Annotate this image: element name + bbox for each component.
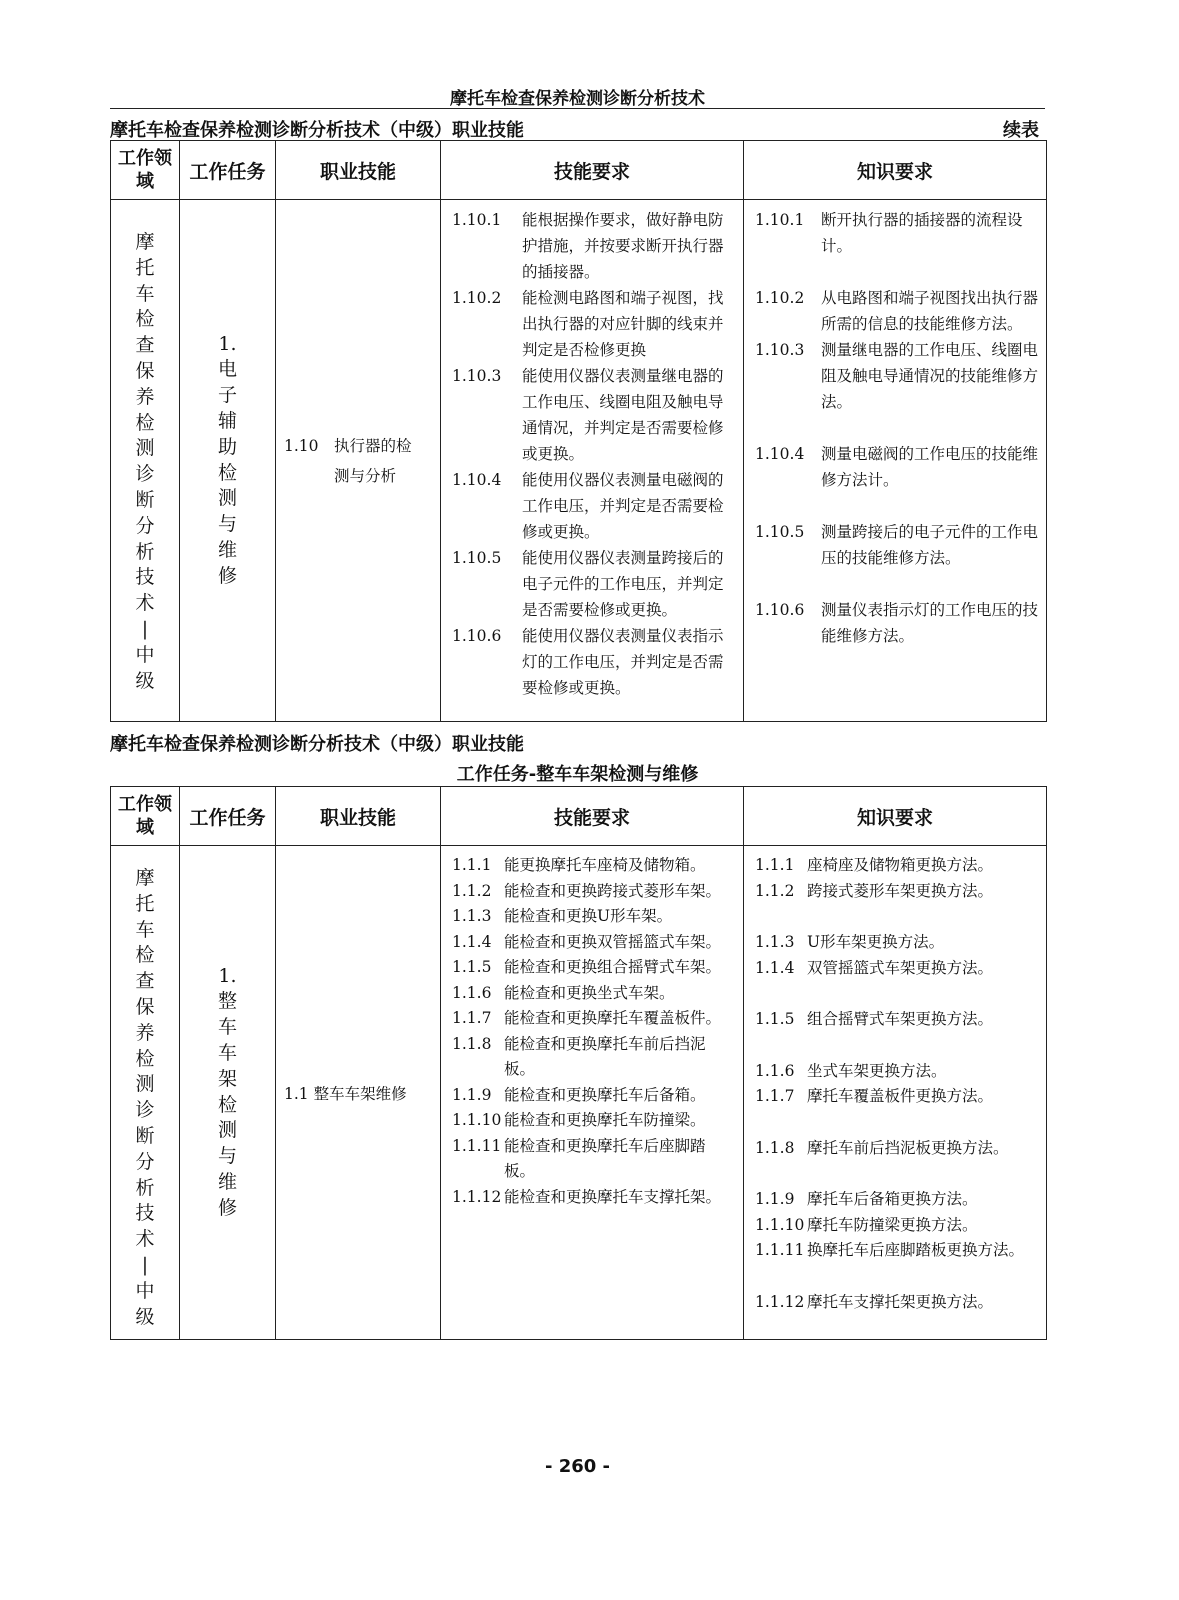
knowledge-req-item [755, 441, 1039, 493]
domain-char: 车 [135, 282, 155, 305]
task-char: 修 [217, 1196, 237, 1219]
running-header: 摩托车检查保养检测诊断分析技术 [450, 89, 705, 109]
skill-req-item [452, 930, 736, 956]
skill-req-cell [441, 846, 744, 1340]
domain-char: 级 [135, 669, 155, 692]
task-char: 检 [217, 461, 237, 484]
header-task: 工作任务 [180, 141, 276, 200]
domain-char: 托 [135, 892, 155, 915]
skills-table-2 [110, 786, 1047, 1340]
task-char: 修 [217, 564, 237, 587]
domain-char: 诊 [135, 463, 155, 486]
knowledge-req-item [755, 207, 1039, 259]
task-cell [180, 200, 276, 722]
knowledge-req-item [755, 519, 1039, 571]
skill-req-list [442, 201, 742, 705]
skill-req-item-number: 1.1.3 [452, 907, 492, 925]
knowledge-req-item [755, 879, 1039, 905]
skill-req-item-text: 能检测电路图和端子视图，找出执行器的对应针脚的线束并判定是否检修更换 [522, 289, 724, 359]
knowledge-req-item-text: 座椅座及储物箱更换方法。 [807, 856, 994, 874]
skill-req-item [452, 623, 736, 701]
domain-char: 中 [135, 643, 155, 666]
header-knowledge-req: 知识要求 [744, 141, 1047, 200]
domain-char: 摩 [135, 867, 155, 889]
knowledge-req-item-text: 测量继电器的工作电压、线圈电阻及触电导通情况的技能维修方法。 [821, 341, 1039, 411]
table2-subtitle: 工作任务-整车车架检测与维修 [456, 764, 699, 785]
table-header-row [111, 787, 1047, 846]
domain-char: 检 [135, 411, 155, 434]
skill-req-item-number: 1.10.6 [452, 627, 502, 645]
knowledge-req-item-number: 1.1.8 [755, 1138, 795, 1157]
skill-req-item [452, 904, 736, 930]
domain-char: 养 [135, 1021, 155, 1044]
table2-caption [110, 730, 1045, 756]
header-domain: 工作领域 [111, 141, 180, 200]
skill-req-item-text: 能检查和更换摩托车支撑托架。 [504, 1187, 722, 1206]
knowledge-req-item-text: 跨接式菱形车架更换方法。 [807, 881, 994, 900]
knowledge-req-item-number: 1.10.6 [755, 601, 805, 619]
task-cell [180, 846, 276, 1340]
skill-name-line2: 测与分析 [334, 466, 397, 485]
skill-req-item-text: 能检查和更换摩托车后备箱。 [504, 1085, 706, 1104]
knowledge-req-item-number: 1.1.5 [755, 1010, 795, 1028]
skill-req-item-number: 1.1.12 [452, 1187, 502, 1206]
task-char: 车 [217, 1016, 237, 1039]
knowledge-req-item-text: 摩托车覆盖板件更换方法。 [807, 1087, 994, 1105]
skill-req-item-number: 1.1.5 [452, 958, 492, 976]
table1-caption [110, 116, 1045, 142]
skill-req-item [452, 1134, 736, 1185]
domain-char: 术 [135, 592, 155, 615]
header-skill: 职业技能 [276, 141, 441, 200]
knowledge-req-item [755, 1238, 1039, 1264]
domain-char: | [141, 617, 149, 640]
domain-char: 查 [135, 334, 155, 357]
skill-req-item-number: 1.1.8 [452, 1034, 492, 1053]
skill-req-item-text: 能使用仪器仪表测量继电器的工作电压、线圈电阻及触电导通情况，并判定是否需要检修或更换。 [522, 367, 724, 463]
task-char: 与 [217, 513, 237, 536]
knowledge-req-item-number: 1.1.7 [755, 1087, 795, 1105]
skill-req-item [452, 955, 736, 981]
knowledge-req-item [755, 930, 1039, 956]
knowledge-req-item-text: 测量跨接后的电子元件的工作电压的技能维修方法。 [821, 523, 1039, 567]
knowledge-req-item [755, 1213, 1039, 1239]
knowledge-req-item [755, 1084, 1039, 1110]
domain-char: 分 [135, 1150, 155, 1173]
knowledge-req-item-number: 1.1.1 [755, 856, 795, 874]
skill-req-item [452, 853, 736, 879]
table-row [111, 846, 1047, 1340]
task-char: 测 [217, 487, 237, 510]
skill-req-item-text: 能检查和更换摩托车覆盖板件。 [504, 1009, 722, 1027]
task-char: 维 [217, 1170, 237, 1193]
knowledge-req-item-text: 测量电磁阀的工作电压的技能维修方法计。 [821, 445, 1039, 489]
knowledge-req-item-number: 1.10.4 [755, 445, 805, 463]
skill-req-item-text: 能检查和更换坐式车架。 [504, 983, 675, 1002]
domain-cell [111, 846, 180, 1340]
skill-req-item [452, 207, 736, 285]
skill-req-item-text: 能根据操作要求，做好静电防护措施，并按要求断开执行器的插接器。 [522, 211, 724, 281]
skill-req-item [452, 467, 736, 545]
knowledge-req-list [745, 847, 1045, 1319]
domain-char: 检 [135, 944, 155, 967]
knowledge-req-item [755, 285, 1039, 337]
skill-req-item-number: 1.10.4 [452, 471, 502, 489]
task-char: 测 [217, 1119, 237, 1142]
domain-char: 中 [135, 1279, 155, 1302]
skill-req-item-text: 能使用仪器仪表测量跨接后的电子元件的工作电压，并判定是否需要检修或更换。 [522, 549, 724, 619]
task-char: 辅 [217, 409, 237, 432]
knowledge-req-item-number: 1.1.3 [755, 933, 795, 951]
header-knowledge-req: 知识要求 [744, 787, 1047, 846]
skill-req-item [452, 545, 736, 623]
knowledge-req-item-text: U形车架更换方法。 [807, 933, 945, 951]
knowledge-req-item [755, 337, 1039, 415]
task-char: 1. [218, 964, 237, 987]
knowledge-req-item [755, 1059, 1039, 1085]
skill-req-item-number: 1.1.11 [452, 1136, 502, 1155]
skill-req-item [452, 363, 736, 467]
skill-req-item-text: 能检查和更换组合摇臂式车架。 [504, 958, 722, 976]
skill-req-item-text: 能更换摩托车座椅及储物箱。 [504, 856, 706, 874]
task-char: 架 [217, 1067, 237, 1090]
table-row [111, 200, 1047, 722]
knowledge-req-cell [744, 200, 1047, 722]
knowledge-req-item [755, 956, 1039, 982]
domain-char: 技 [135, 1202, 155, 1225]
skill-req-item-number: 1.1.10 [452, 1111, 502, 1129]
domain-char: 技 [135, 566, 155, 589]
knowledge-req-item-number: 1.1.2 [755, 881, 795, 900]
knowledge-req-item [755, 597, 1039, 649]
knowledge-req-item-number: 1.10.1 [755, 211, 805, 229]
knowledge-req-item-text: 换摩托车后座脚踏板更换方法。 [807, 1241, 1025, 1259]
skill-req-item-number: 1.1.9 [452, 1085, 492, 1104]
header-task: 工作任务 [180, 787, 276, 846]
task-char: 助 [217, 435, 237, 458]
task-char: 检 [217, 1093, 237, 1116]
knowledge-req-item-number: 1.1.9 [755, 1190, 795, 1208]
table-header-row [111, 141, 1047, 200]
domain-char: 断 [135, 1124, 155, 1147]
skill-req-item-number: 1.10.2 [452, 289, 502, 307]
header-skill-req: 技能要求 [441, 787, 744, 846]
skill-cell [276, 200, 441, 722]
knowledge-req-cell [744, 846, 1047, 1340]
domain-char: 检 [135, 308, 155, 331]
knowledge-req-item-text: 双管摇篮式车架更换方法。 [807, 958, 994, 977]
task-char: 车 [217, 1041, 237, 1064]
domain-char: 术 [135, 1228, 155, 1251]
header-rule [110, 108, 1045, 109]
domain-vertical-text [112, 230, 178, 694]
skill-req-item [452, 1006, 736, 1032]
knowledge-req-item [755, 1187, 1039, 1213]
table1-title: 摩托车检查保养检测诊断分析技术（中级）职业技能 [110, 120, 524, 141]
domain-char: 级 [135, 1305, 155, 1328]
skill-req-item-number: 1.1.2 [452, 881, 492, 900]
task-char: 与 [217, 1145, 237, 1168]
knowledge-req-item [755, 1007, 1039, 1033]
skill-req-item [452, 981, 736, 1007]
skill-req-item-number: 1.10.3 [452, 367, 502, 385]
skill-req-item [452, 285, 736, 363]
skill-req-item-text: 能检查和更换摩托车防撞梁。 [504, 1111, 706, 1129]
knowledge-req-item-number: 1.10.5 [755, 523, 805, 541]
task-char: 1. [218, 332, 237, 355]
knowledge-req-item [755, 853, 1039, 879]
knowledge-req-item-text: 坐式车架更换方法。 [807, 1061, 947, 1080]
knowledge-req-item-text: 摩托车后备箱更换方法。 [807, 1190, 978, 1208]
domain-char: 断 [135, 488, 155, 511]
skill-req-item-number: 1.10.5 [452, 549, 502, 567]
skill-req-item [452, 879, 736, 905]
skill-req-item-text: 能检查和更换摩托车后座脚踏板。 [504, 1136, 706, 1180]
skill-req-item-number: 1.1.4 [452, 932, 492, 951]
skill-req-item-text: 能使用仪器仪表测量仪表指示灯的工作电压，并判定是否需要检修或更换。 [522, 627, 724, 697]
domain-vertical-text [112, 866, 178, 1330]
domain-char: 查 [135, 970, 155, 993]
domain-char: 诊 [135, 1099, 155, 1122]
knowledge-req-item-number: 1.1.6 [755, 1061, 795, 1080]
knowledge-req-item-number: 1.10.2 [755, 289, 805, 307]
knowledge-req-item-text: 摩托车防撞梁更换方法。 [807, 1215, 978, 1234]
task-char: 维 [217, 538, 237, 561]
knowledge-req-item-number: 1.1.4 [755, 958, 795, 977]
domain-char: 测 [135, 1073, 155, 1096]
skill-cell: 1.1 整车车架维修 [276, 846, 441, 1340]
skill-req-item [452, 1032, 736, 1083]
domain-char: 养 [135, 385, 155, 408]
skill-req-item [452, 1108, 736, 1134]
knowledge-req-item-text: 摩托车前后挡泥板更换方法。 [807, 1138, 1009, 1157]
skill-number: 1.10 [284, 436, 319, 455]
knowledge-req-item-number: 1.1.11 [755, 1241, 805, 1259]
task-char: 电 [217, 358, 237, 381]
domain-char: 分 [135, 514, 155, 537]
knowledge-req-item-text: 从电路图和端子视图找出执行器所需的信息的技能维修方法。 [821, 289, 1039, 333]
domain-char: 托 [135, 256, 155, 279]
header-domain: 工作领域 [111, 787, 180, 846]
skill-req-item-text: 能使用仪器仪表测量电磁阀的工作电压，并判定是否需要检修或更换。 [522, 471, 724, 541]
skill-req-item [452, 1083, 736, 1109]
domain-char: 车 [135, 918, 155, 941]
task-char: 子 [217, 384, 237, 407]
domain-char: 析 [135, 1176, 155, 1199]
domain-char: 测 [135, 437, 155, 460]
knowledge-req-item-text: 断开执行器的插接器的流程设计。 [821, 211, 1023, 255]
continued-label: 续表 [1003, 120, 1039, 141]
skill-req-item-text: 能检查和更换U形车架。 [504, 907, 673, 925]
skill-req-list [442, 847, 742, 1214]
header-skill-req: 技能要求 [441, 141, 744, 200]
knowledge-req-item-text: 摩托车支撑托架更换方法。 [807, 1292, 994, 1311]
knowledge-req-item-number: 1.10.3 [755, 341, 805, 359]
knowledge-req-item-number: 1.1.12 [755, 1292, 805, 1311]
skill-req-item-text: 能检查和更换跨接式菱形车架。 [504, 881, 722, 900]
skill-req-item [452, 1185, 736, 1211]
skills-table-1 [110, 140, 1047, 722]
skill-req-item-number: 1.10.1 [452, 211, 502, 229]
task-vertical-text [181, 332, 274, 590]
knowledge-req-item-text: 组合摇臂式车架更换方法。 [807, 1010, 994, 1028]
knowledge-req-item-number: 1.1.10 [755, 1215, 805, 1234]
skill-req-item-text: 能检查和更换双管摇篮式车架。 [504, 932, 722, 951]
domain-char: 检 [135, 1047, 155, 1070]
domain-char: 析 [135, 540, 155, 563]
task-char: 整 [217, 990, 237, 1013]
table2-title: 摩托车检查保养检测诊断分析技术（中级）职业技能 [110, 734, 524, 755]
domain-char: 保 [135, 995, 155, 1018]
domain-cell [111, 200, 180, 722]
header-skill: 职业技能 [276, 787, 441, 846]
knowledge-req-item [755, 1136, 1039, 1162]
skill-req-item-number: 1.1.6 [452, 983, 492, 1002]
page-number: - 260 - [544, 1456, 611, 1477]
skill-req-item-text: 能检查和更换摩托车前后挡泥板。 [504, 1034, 706, 1078]
domain-char: | [141, 1253, 149, 1276]
knowledge-req-item-text: 测量仪表指示灯的工作电压的技能维修方法。 [821, 601, 1039, 645]
domain-char: 保 [135, 359, 155, 382]
knowledge-req-item [755, 1290, 1039, 1316]
skill-req-cell [441, 200, 744, 722]
knowledge-req-list [745, 201, 1045, 653]
skill-name-line1: 执行器的检 [334, 436, 412, 455]
skill-req-item-number: 1.1.1 [452, 856, 492, 874]
skill-req-item-number: 1.1.7 [452, 1009, 492, 1027]
domain-char: 摩 [135, 231, 155, 253]
task-vertical-text [181, 964, 274, 1222]
